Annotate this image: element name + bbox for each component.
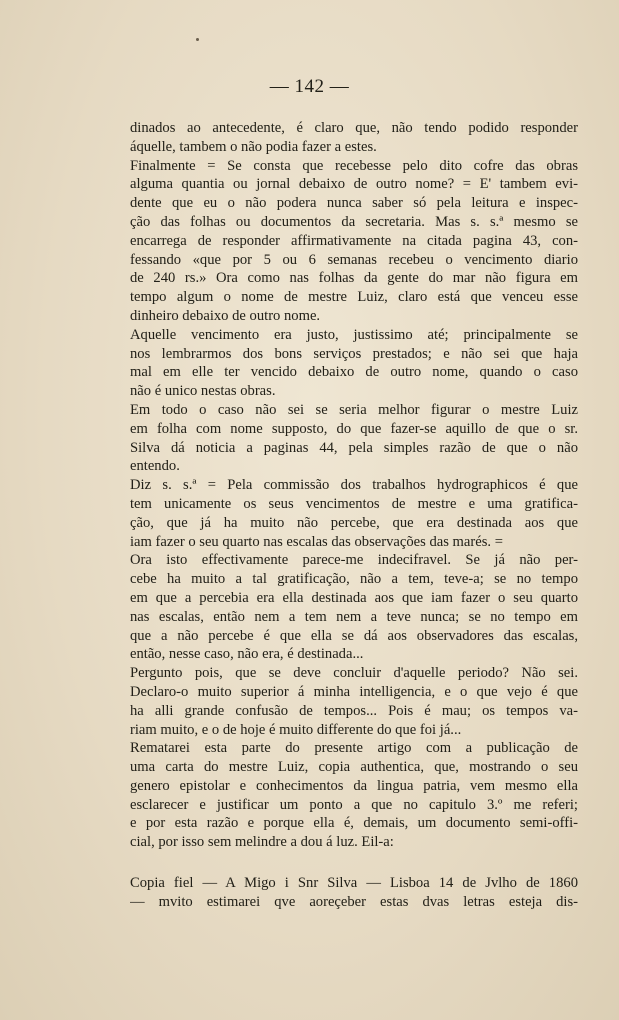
paragraph-spacer <box>130 852 578 874</box>
body-text <box>130 119 578 912</box>
text-line: Finalmente = Se consta que recebesse pelo dito cofre das obras <box>130 157 578 174</box>
text-line: alguma quantia ou jornal debaixo de outro nome? = E' tambem evi- <box>130 176 578 193</box>
text-line: cial, por isso sem melindre a dou á luz. Eil-a: <box>130 834 394 851</box>
page-number: — 142 — <box>269 76 350 97</box>
text-line: e por esta razão e porque ella é, demais, um documento semi-offi- <box>130 815 578 832</box>
text-line: em que a percebia era ella destinada aos que iam fazer o seu quarto <box>130 589 578 606</box>
text-line: iam fazer o seu quarto nas escalas das observações das marés. = <box>130 533 503 550</box>
main-text-block <box>130 119 578 852</box>
text-line: riam muito, e o de hoje é muito differente do que foi já... <box>130 721 462 738</box>
text-line: não é unico nestas obras. <box>130 383 276 400</box>
text-line: então, nesse caso, não era, é destinada... <box>130 646 364 663</box>
text-line: tempo algum o nome de mestre Luiz, claro está que venceu esse <box>130 289 578 306</box>
text-line: encarrega de responder affirmativamente na citada pagina 43, con- <box>130 232 578 249</box>
text-line: Declaro-o muito superior á minha intelligencia, e o que vejo é que <box>130 683 578 700</box>
text-line: Silva dá noticia a paginas 44, pela simples razão de que o não <box>130 439 578 456</box>
text-line: Rematarei esta parte do presente artigo com a publicação de <box>130 740 578 757</box>
text-line: ção, que já ha muito não percebe, que era destinada aos que <box>130 514 578 531</box>
text-line: mal em elle ter vencido debaixo de outro nome, quando o caso <box>130 364 578 381</box>
text-line: fessando «que por 5 ou 6 semanas recebeu o vencimento diario <box>130 251 578 268</box>
text-line: nas escalas, então nem a tem nem a teve nunca; se no tempo em <box>130 608 578 625</box>
text-line: em folha com nome supposto, do que fazer-se aquillo de que o sr. <box>130 420 578 437</box>
text-line: Aquelle vencimento era justo, justissimo até; principalmente se <box>130 326 578 343</box>
text-line: ção das folhas ou documentos da secretaria. Mas s. s.ª mesmo se <box>130 213 578 230</box>
letter-text-line: — mvito estimarei qve aoreçeber estas dvas letras esteja dis- <box>130 893 578 910</box>
text-line: Diz s. s.ª = Pela commissão dos trabalhos hydrographicos é que <box>130 477 578 494</box>
text-line: genero epistolar e conhecimentos da lingua patria, vem mesmo ella <box>130 777 578 794</box>
text-line: dente que eu o não podera nunca saber só pela leitura e inspec- <box>130 195 578 212</box>
text-line: ha alli grande confusão de tempos... Pois é mau; os tempos va- <box>130 702 578 719</box>
letter-text-line: Copia fiel — A Migo i Snr Silva — Lisboa 14 de Jvlho de 1860 <box>130 875 578 892</box>
text-line: tem unicamente os seus vencimentos de mestre e uma gratifica- <box>130 495 578 512</box>
text-line: Ora isto effectivamente parece-me indecifravel. Se já não per- <box>130 552 578 569</box>
text-line: que a não percebe é que ella se dá aos observadores das escalas, <box>130 627 578 644</box>
text-line: dinheiro debaixo de outro nome. <box>130 307 321 324</box>
text-line: dinados ao antecedente, é claro que, não tendo podido responder <box>130 120 578 136</box>
text-line: Em todo o caso não sei se seria melhor figurar o mestre Luiz <box>130 401 578 418</box>
text-line: entendo. <box>130 458 180 475</box>
text-line: esclarecer e justificar um ponto a que no capitulo 3.º me referi; <box>130 796 578 813</box>
paper-speck <box>196 38 199 41</box>
text-line: uma carta do mestre Luiz, copia authentica, que, mostrando o seu <box>130 759 578 776</box>
text-line: nos lembrarmos dos bons serviços prestados; e não sei que haja <box>130 345 578 362</box>
text-line: áquelle, tambem o não podia fazer a estes. <box>130 138 377 155</box>
text-line: Pergunto pois, que se deve concluir d'aquelle periodo? Não sei. <box>130 665 578 682</box>
letter-copy-block <box>130 874 578 912</box>
text-line: cebe ha muito a tal gratificação, não a tem, teve-a; se no tempo <box>130 571 578 588</box>
text-line: de 240 rs.» Ora como nas folhas da gente do mar não figura em <box>130 270 578 287</box>
